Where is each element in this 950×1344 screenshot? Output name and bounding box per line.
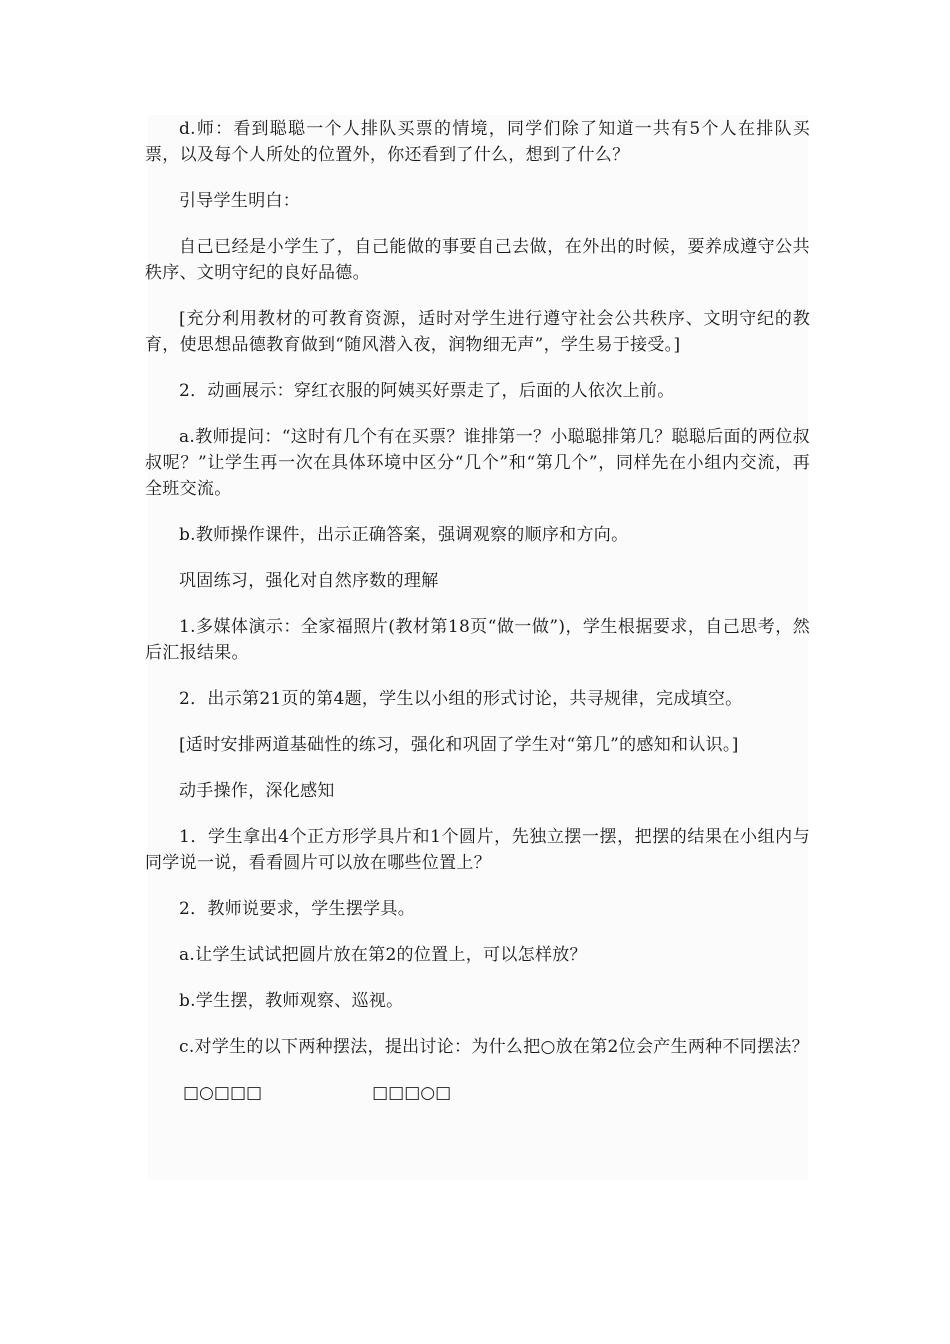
- paragraph-guide-intro: 引导学生明白：: [179, 191, 301, 211]
- paragraph-teacher-question: d.师：看到聪聪一个人排队买票的情境，同学们除了知道一共有5个人在排队买票，以及每个人所处的位置外，你还看到了什么，想到了什么？: [145, 119, 810, 165]
- paragraph-courseware: b.教师操作课件，出示正确答案，强调观察的顺序和方向。: [179, 525, 629, 545]
- paragraph-tiles: 1．学生拿出4个正方形学具片和1个圆片，先独立摆一摆，把摆的结果在小组内与同学说一说，看看圆片可以放在哪些位置上？: [145, 827, 810, 873]
- paragraph-teacher-requirement: 2．教师说要求，学生摆学具。: [179, 899, 416, 919]
- paragraph-teacher-ask: a.教师提问：“这时有几个有在买票？谁排第一？小聪聪排第几？聪聪后面的两位叔叔呢？”让学生再一次在具体环境中区分“几个”和“第几个”，同样先在小组内交流，再全班交流。: [145, 427, 810, 499]
- paragraph-exercise-page21: 2．出示第21页的第4题，学生以小组的形式讨论，共寻规律，完成填空。: [179, 689, 743, 709]
- paragraph-multimedia: 1.多媒体演示：全家福照片(教材第18页“做一做”)，学生根据要求，自己思考，然后汇报结果。: [145, 617, 810, 663]
- paragraph-note-moral-education: [充分利用教材的可教育资源，适时对学生进行遵守社会公共秩序、文明守纪的教育，使思想品德教育做到“随风潜入夜，润物细无声”，学生易于接受。]: [145, 309, 810, 355]
- paragraph-animation: 2．动画展示：穿红衣服的阿姨买好票走了，后面的人依次上前。: [179, 381, 675, 401]
- paragraph-note-practice: [适时安排两道基础性的练习，强化和巩固了学生对“第几”的感知和认识。]: [179, 735, 739, 755]
- arrangement-left: □○□□□: [183, 1083, 263, 1103]
- document-body: [145, 116, 810, 1106]
- section-heading-practice: 巩固练习，强化对自然序数的理解: [179, 571, 439, 591]
- paragraph-guide-content: 自己已经是小学生了，自己能做的事要自己去做，在外出的时候，要养成遵守公共秩序、文明守纪的良好品德。: [145, 237, 810, 283]
- arrangement-row: [145, 1080, 810, 1106]
- section-heading-hands-on: 动手操作，深化感知: [179, 781, 335, 801]
- paragraph-try-position: a.让学生试试把圆片放在第2的位置上，可以怎样放？: [179, 945, 587, 965]
- paragraph-students-arrange: b.学生摆，教师观察、巡视。: [179, 991, 404, 1011]
- paragraph-discussion: c.对学生的以下两种摆法，提出讨论：为什么把○放在第2位会产生两种不同摆法？: [179, 1037, 809, 1057]
- arrangement-right: □□□○□: [372, 1083, 452, 1103]
